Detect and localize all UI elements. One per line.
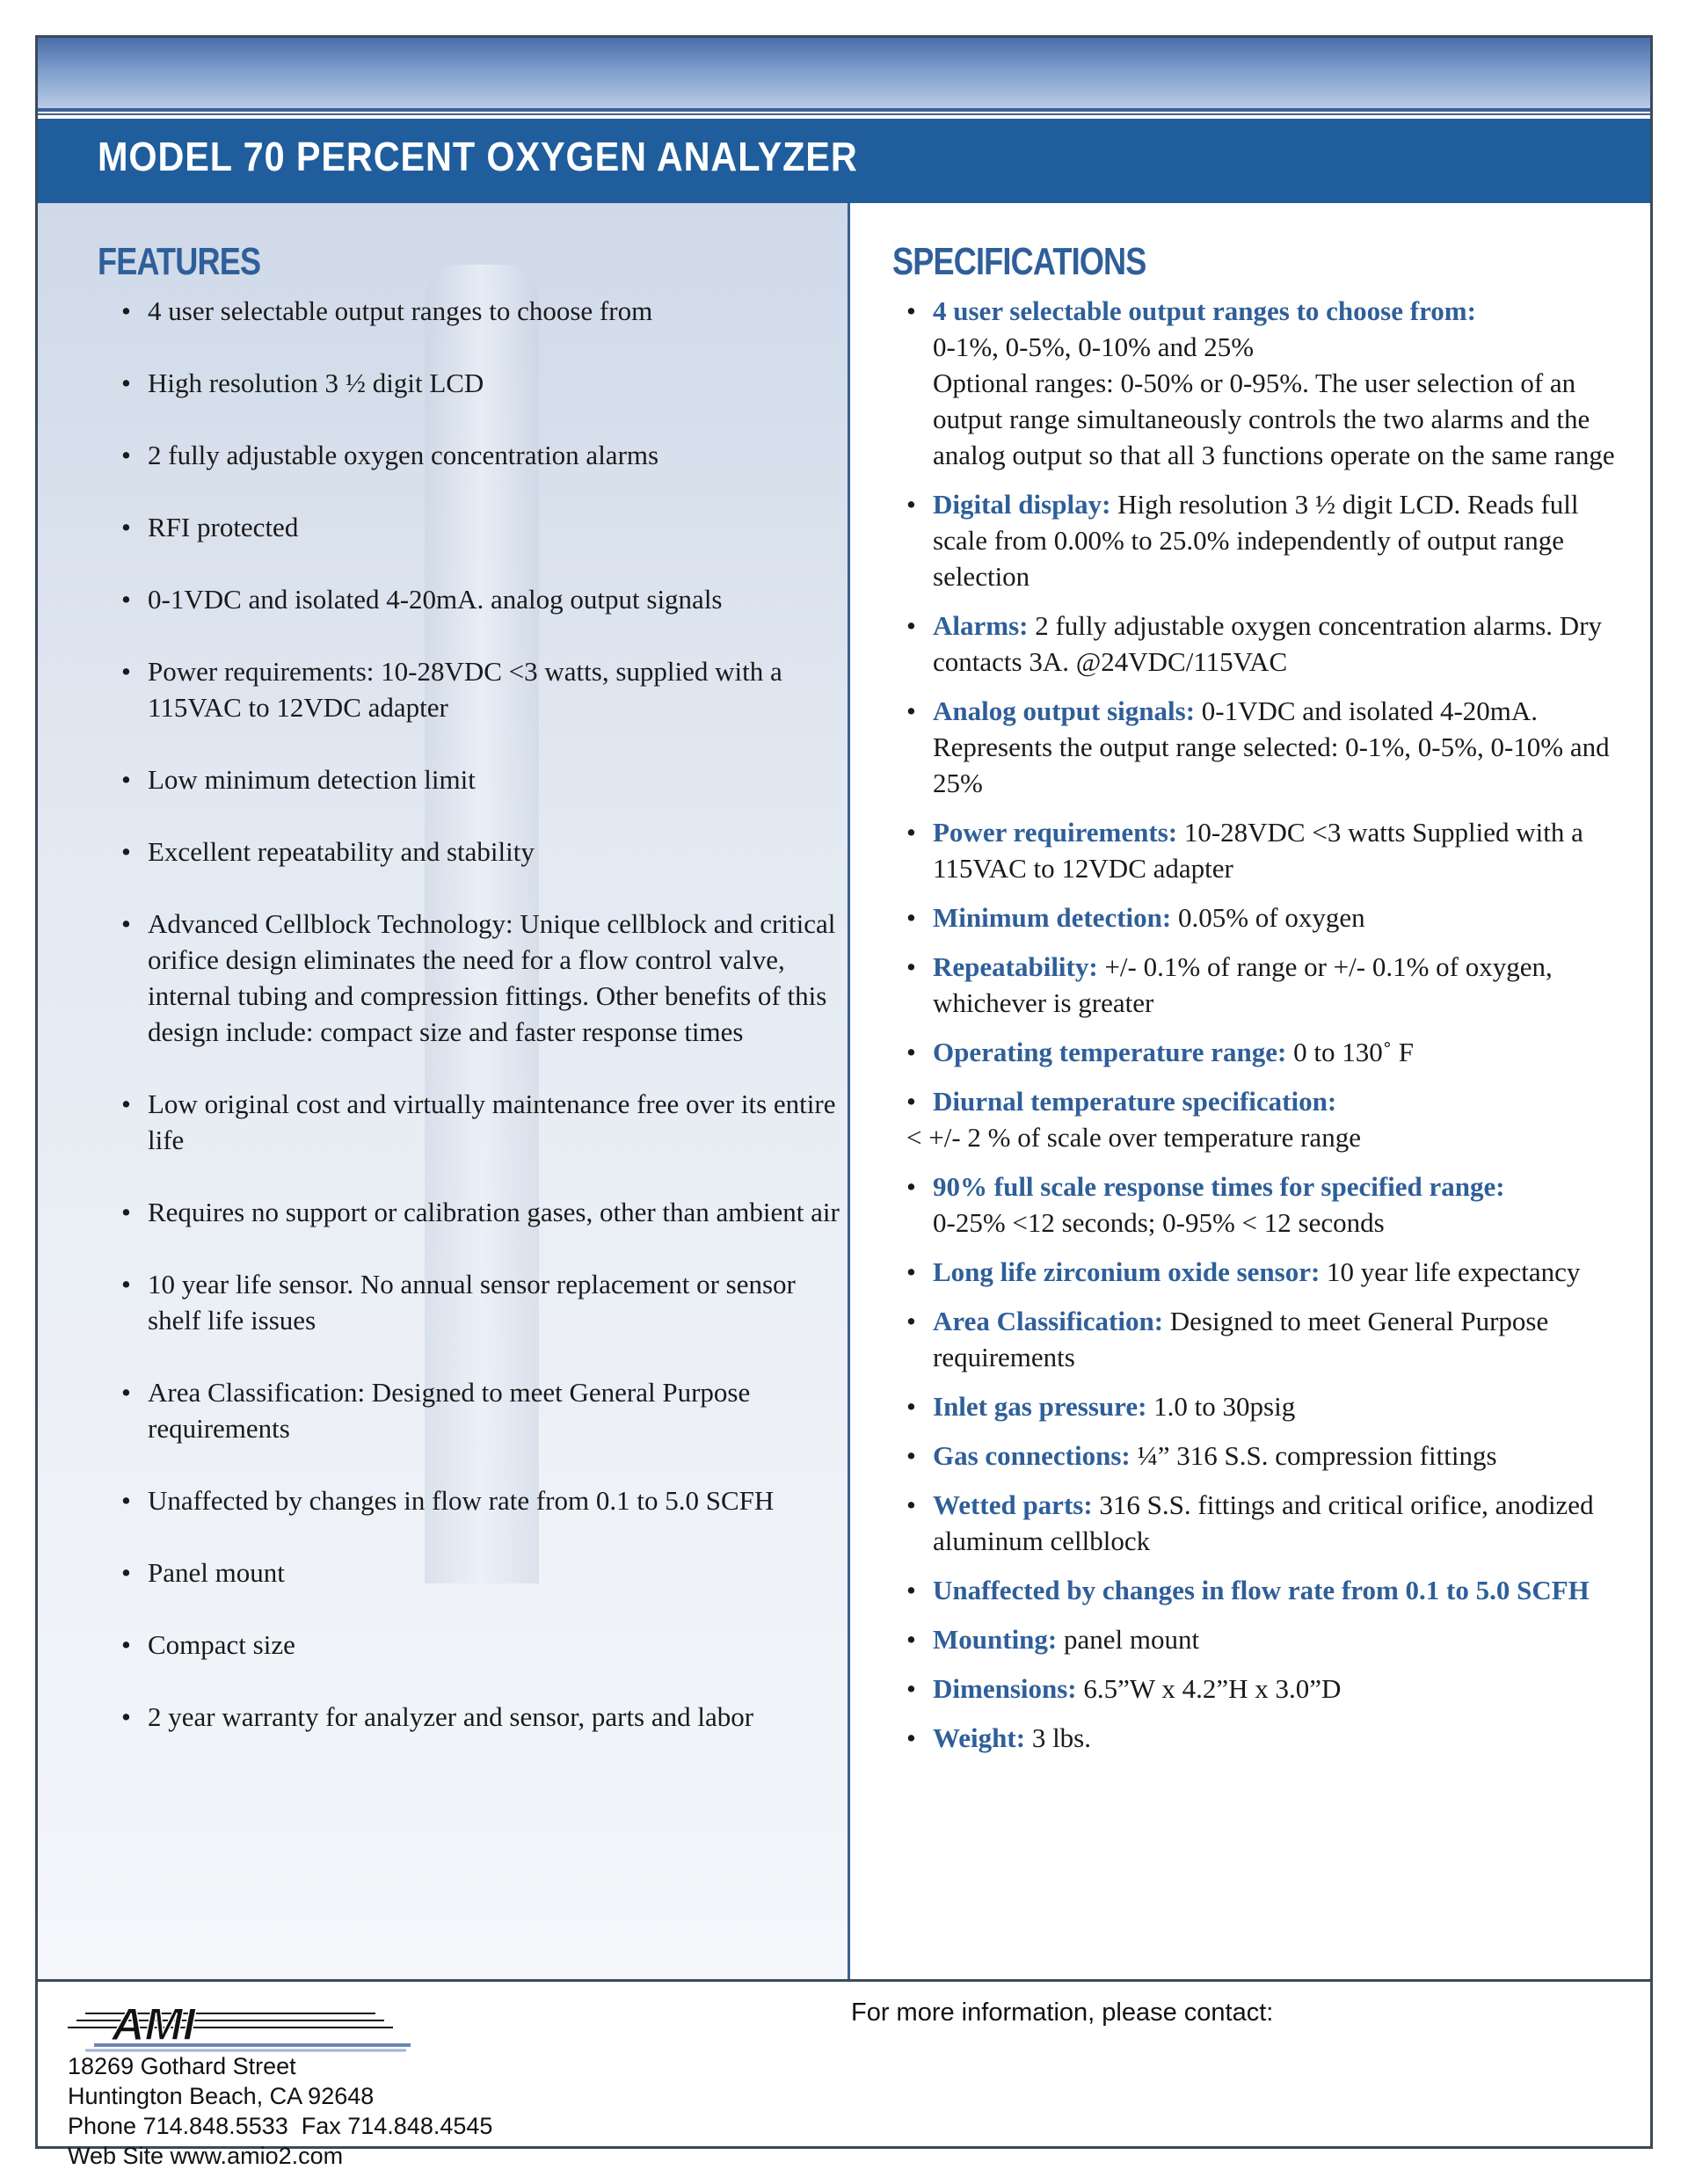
address-phone: Phone 714.848.5533 Fax 714.848.4545 — [68, 2113, 493, 2139]
feature-item: • High resolution 3 ½ digit LCD — [121, 365, 851, 401]
spec-label: Power requirements: — [933, 817, 1178, 848]
company-address — [68, 2051, 492, 2171]
spec-text: 3 lbs. — [1031, 1722, 1091, 1753]
spec-text: 1.0 to 30psig — [1153, 1391, 1296, 1422]
spec-label: Gas connections: — [933, 1440, 1131, 1471]
contact-prompt: For more information, please contact: — [851, 1998, 1274, 2027]
spec-item — [906, 1168, 1636, 1241]
spec-label: Mounting: — [933, 1624, 1058, 1655]
spec-text: Optional ranges: 0-50% or 0-95%. The user selection of an output range simultaneously controls the two alarms and the analog output so that all 3 functions operate on the same range — [933, 368, 1615, 470]
spec-item — [906, 1487, 1636, 1559]
feature-item: • Panel mount — [121, 1554, 851, 1591]
spec-text: ¼” 316 S.S. compression fittings — [1137, 1440, 1497, 1471]
feature-item: • RFI protected — [121, 509, 851, 545]
feature-item: • Excellent repeatability and stability — [121, 834, 851, 870]
features-list — [121, 293, 851, 1771]
spec-item — [906, 899, 1636, 935]
spec-item — [906, 1621, 1636, 1657]
spec-label: Area Classification: — [933, 1306, 1164, 1336]
spec-label: Minimum detection: — [933, 902, 1172, 933]
spec-text: 0.05% of oxygen — [1177, 902, 1365, 933]
spec-text: 0-25% <12 seconds; 0-95% < 12 seconds — [933, 1207, 1385, 1238]
spec-label: Inlet gas pressure: — [933, 1391, 1147, 1422]
specifications-heading: SPECIFICATIONS — [892, 240, 1146, 283]
spec-label: Long life zirconium oxide sensor: — [933, 1256, 1321, 1287]
spec-item — [906, 814, 1636, 886]
features-heading: FEATURES — [98, 240, 261, 283]
spec-text: 2 fully adjustable oxygen concentration alarms. Dry contacts 3A. @24VDC/115VAC — [933, 610, 1603, 677]
spec-label: Repeatability: — [933, 951, 1098, 982]
spec-item — [906, 1254, 1636, 1290]
spec-text: panel mount — [1064, 1624, 1200, 1655]
spec-item — [906, 949, 1636, 1021]
spec-text: 10 year life expectancy — [1327, 1256, 1581, 1287]
footer-rule — [38, 1979, 1650, 1982]
spec-label: Unaffected by changes in flow rate from 0.1 to 5.0 SCFH — [933, 1575, 1590, 1605]
spec-text: +/- 0.1% of range or +/- 0.1% of oxygen, whichever is greater — [933, 951, 1553, 1018]
header-rule-thin — [38, 113, 1650, 115]
feature-item: • Area Classification: Designed to meet General Purpose requirements — [121, 1374, 851, 1446]
spec-item — [906, 1303, 1636, 1375]
specifications-list — [906, 293, 1636, 1769]
feature-item: • 0-1VDC and isolated 4-20mA. analog output signals — [121, 581, 851, 617]
address-website: Web Site www.amio2.com — [68, 2143, 344, 2169]
spec-label: Analog output signals: — [933, 695, 1196, 726]
feature-item: • Compact size — [121, 1627, 851, 1663]
logo-text: AMI — [112, 1999, 196, 2050]
spec-label: Operating temperature range: — [933, 1037, 1287, 1067]
spec-label: Wetted parts: — [933, 1489, 1093, 1520]
spec-text: 10-28VDC <3 watts Supplied with a 115VAC to 12VDC adapter — [933, 817, 1583, 884]
spec-label: Weight: — [933, 1722, 1026, 1753]
spec-text: 0-1VDC and isolated 4-20mA. Represents the output range selected: 0-1%, 0-5%, 0-10% and 25% — [933, 695, 1610, 798]
spec-label: Dimensions: — [933, 1673, 1077, 1704]
header-gradient-band — [38, 38, 1650, 108]
page-title: MODEL 70 PERCENT OXYGEN ANALYZER — [98, 134, 858, 179]
ami-logo — [59, 1994, 411, 2057]
address-city: Huntington Beach, CA 92648 — [68, 2083, 375, 2109]
spec-item — [906, 293, 1636, 473]
spec-text: 0 to 130˚ F — [1293, 1037, 1415, 1067]
spec-item — [906, 693, 1636, 801]
spec-label: • 90% full scale response times for specified range: — [933, 1171, 1505, 1202]
spec-label: Alarms: — [933, 610, 1029, 641]
spec-item — [906, 608, 1636, 680]
spec-text: Designed to meet General Purpose requirements — [933, 1306, 1549, 1372]
feature-item: • Requires no support or calibration gases, other than ambient air — [121, 1194, 851, 1230]
spec-text: < +/- 2 % of scale over temperature range — [906, 1122, 1361, 1153]
spec-text: High resolution 3 ½ digit LCD. Reads full scale from 0.00% to 25.0% independently of output range selection — [933, 489, 1579, 592]
feature-item: • Power requirements: 10-28VDC <3 watts, supplied with a 115VAC to 12VDC adapter — [121, 653, 851, 725]
spec-text: 6.5”W x 4.2”H x 3.0”D — [1083, 1673, 1342, 1704]
spec-text: 0-1%, 0-5%, 0-10% and 25% — [933, 331, 1255, 362]
spec-item — [906, 1034, 1636, 1070]
header-rule — [38, 108, 1650, 112]
feature-item: • 2 year warranty for analyzer and sensor, parts and labor — [121, 1699, 851, 1735]
spec-label: Digital display: — [933, 489, 1111, 520]
address-street: 18269 Gothard Street — [68, 2053, 296, 2079]
spec-item — [906, 1720, 1636, 1756]
spec-item — [906, 486, 1636, 594]
feature-item: • Low minimum detection limit — [121, 761, 851, 797]
title-bar — [38, 119, 1650, 203]
page-frame — [35, 35, 1653, 2169]
feature-item: • 2 fully adjustable oxygen concentration alarms — [121, 437, 851, 473]
spec-text: 316 S.S. fittings and critical orifice, anodized aluminum cellblock — [933, 1489, 1594, 1556]
feature-item: • Low original cost and virtually maintenance free over its entire life — [121, 1086, 851, 1158]
feature-item: • Advanced Cellblock Technology: Unique cellblock and critical orifice design eliminates the need for a flow control valve, internal tubing and compression fittings. Other benefits of this design include: compact size and faster response times — [121, 906, 851, 1050]
spec-label: • Diurnal temperature specification: — [933, 1086, 1337, 1117]
spec-item — [906, 1083, 1636, 1155]
feature-item: • 10 year life sensor. No annual sensor replacement or sensor shelf life issues — [121, 1266, 851, 1338]
spec-item — [906, 1388, 1636, 1424]
feature-item: • 4 user selectable output ranges to choose from — [121, 293, 851, 329]
spec-item — [906, 1671, 1636, 1707]
spec-item — [906, 1572, 1636, 1608]
spec-item — [906, 1438, 1636, 1474]
feature-item: • Unaffected by changes in flow rate from 0.1 to 5.0 SCFH — [121, 1482, 851, 1518]
spec-label: • 4 user selectable output ranges to choose from: — [933, 295, 1476, 326]
